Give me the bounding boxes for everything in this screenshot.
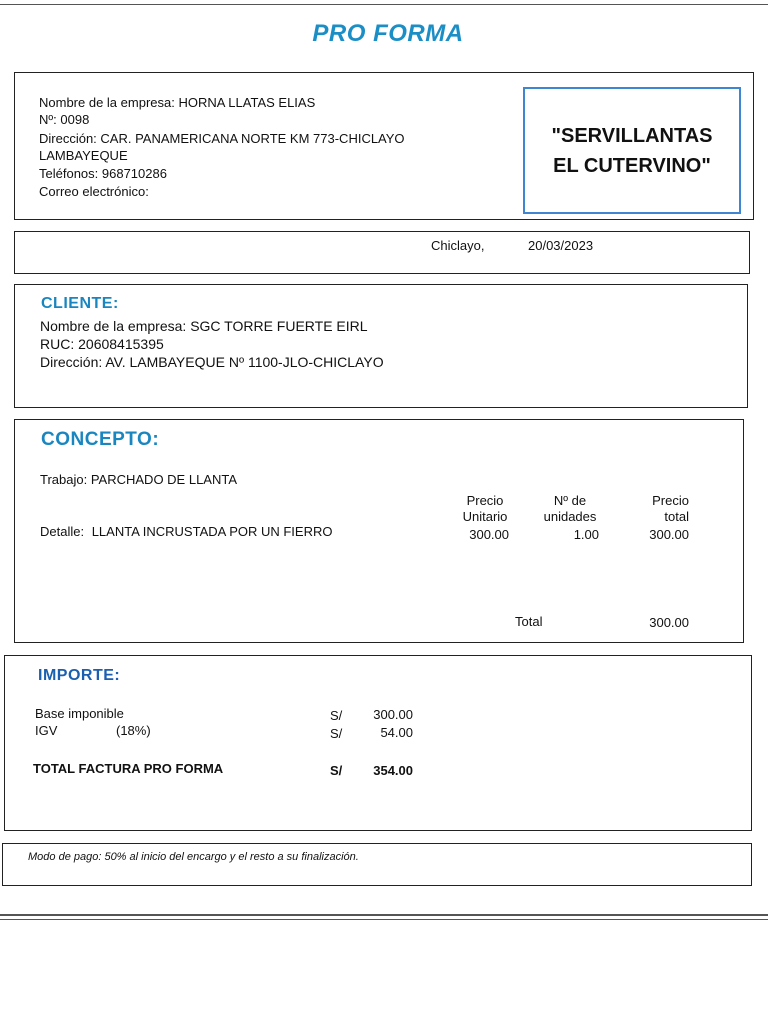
brand-box <box>523 87 741 214</box>
col-units-line2: unidades <box>543 509 597 524</box>
igv-label: IGV <box>35 723 58 738</box>
base-currency: S/ <box>330 708 343 723</box>
company-address-line2: LAMBAYEQUE <box>39 148 128 163</box>
concept-total: 300.00 <box>649 615 689 630</box>
col-unit-price-header <box>450 493 520 525</box>
col-total-line1: Precio <box>652 493 689 508</box>
col-unit-price-line1: Precio <box>466 493 504 508</box>
igv-currency: S/ <box>330 726 343 741</box>
col-units-header <box>535 493 605 525</box>
base-value: 300.00 <box>373 707 413 722</box>
company-no-label: Nº: <box>39 112 57 127</box>
company-phone-label: Teléfonos: <box>39 166 99 181</box>
concept-total-label: Total <box>515 614 543 629</box>
concept-units: 1.00 <box>573 527 599 542</box>
client-address-row <box>40 353 384 371</box>
company-no: 0098 <box>60 112 90 127</box>
company-address-row <box>39 130 405 148</box>
brand-line-2: EL CUTERVINO" <box>553 154 711 177</box>
grand-total-label: TOTAL FACTURA PRO FORMA <box>33 761 224 776</box>
igv-rate: (18%) <box>116 723 151 738</box>
col-unit-price-line2: Unitario <box>462 509 508 524</box>
client-address-label: Dirección: <box>40 354 103 370</box>
company-no-row <box>39 111 89 129</box>
concept-detail: LLANTA INCRUSTADA POR UN FIERRO <box>91 524 333 539</box>
grand-total-currency: S/ <box>330 763 343 778</box>
date-value: 20/03/2023 <box>528 238 594 253</box>
client-ruc-label: RUC: <box>40 336 75 352</box>
client-ruc: 20608415395 <box>78 336 164 352</box>
client-name: SGC TORRE FUERTE EIRL <box>190 318 368 334</box>
date-box <box>14 231 750 274</box>
client-name-label: Nombre de la empresa: <box>40 318 187 334</box>
concept-detail-row <box>40 523 332 541</box>
concept-heading: CONCEPTO: <box>41 429 160 450</box>
top-edge-line <box>0 4 768 5</box>
grand-total-value: 354.00 <box>373 763 413 778</box>
bottom-edge-line-2 <box>0 919 768 920</box>
concept-work-label: Trabajo: <box>40 472 88 487</box>
base-label: Base imponible <box>35 706 124 721</box>
col-total-header <box>620 493 689 525</box>
brand-line-1: "SERVILLANTAS <box>551 124 713 147</box>
igv-value: 54.00 <box>380 725 413 740</box>
date-city: Chiclayo, <box>431 238 485 253</box>
concept-detail-label: Detalle: <box>40 524 85 539</box>
concept-unit-price: 300.00 <box>469 527 509 542</box>
client-address: AV. LAMBAYEQUE Nº 1100-JLO-CHICLAYO <box>105 354 384 370</box>
concept-work-row <box>40 471 237 489</box>
company-address-label: Dirección: <box>39 131 97 146</box>
company-phone: 968710286 <box>101 166 167 181</box>
company-name-label: Nombre de la empresa: <box>39 95 175 110</box>
company-email-label: Correo electrónico: <box>39 184 149 199</box>
amount-heading: IMPORTE: <box>38 667 121 684</box>
client-heading: CLIENTE: <box>41 295 119 312</box>
page-title: PRO FORMA <box>312 20 464 47</box>
client-name-row <box>40 317 368 335</box>
bottom-edge-line <box>0 914 768 916</box>
company-name-row <box>39 94 315 112</box>
company-address: CAR. PANAMERICANA NORTE KM 773-CHICLAYO <box>100 131 405 146</box>
col-units-line1: Nº de <box>553 493 587 508</box>
concept-line-total: 300.00 <box>649 527 689 542</box>
company-name: HORNA LLATAS ELIAS <box>178 95 316 110</box>
client-ruc-row <box>40 335 164 353</box>
company-phone-row <box>39 165 167 183</box>
concept-work: PARCHADO DE LLANTA <box>90 472 238 487</box>
payment-terms: Modo de pago: 50% al inicio del encargo y el resto a su finalización. <box>28 851 359 863</box>
col-total-line2: total <box>664 509 689 524</box>
